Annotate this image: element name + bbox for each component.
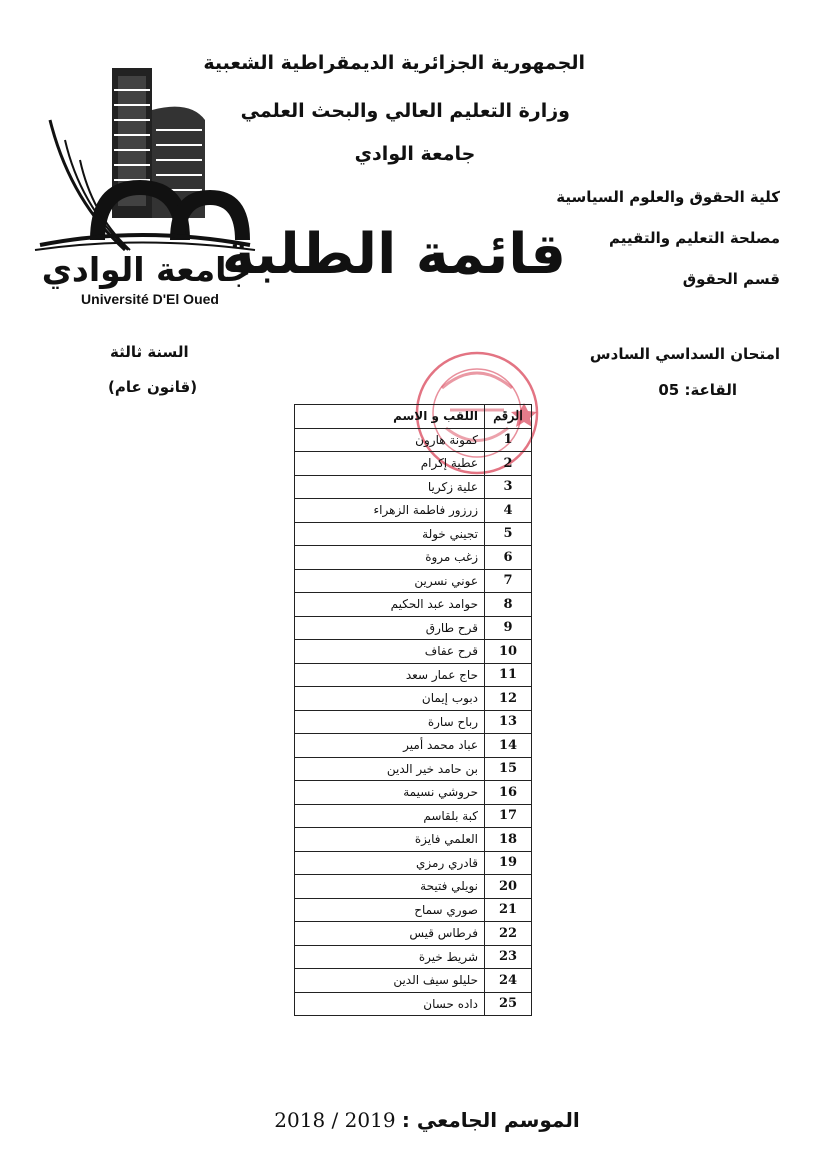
row-number: 24 xyxy=(485,969,532,993)
logo-french-text: Université D'El Oued xyxy=(81,291,219,307)
ministry-heading: وزارة التعليم العالي والبحث العلمي xyxy=(240,100,570,122)
table-row xyxy=(295,687,532,711)
student-name: قرح عفاف xyxy=(295,640,485,664)
row-number: 12 xyxy=(485,687,532,711)
row-number: 4 xyxy=(485,499,532,523)
table-row xyxy=(295,804,532,828)
student-name: حليلو سيف الدين xyxy=(295,969,485,993)
table-row xyxy=(295,922,532,946)
table-row xyxy=(295,546,532,570)
table-row xyxy=(295,499,532,523)
student-name: بن حامد خير الدين xyxy=(295,757,485,781)
row-number: 6 xyxy=(485,546,532,570)
student-name: قرح طارق xyxy=(295,616,485,640)
row-number: 20 xyxy=(485,875,532,899)
exam-label: امتحان السداسي السادس xyxy=(589,345,780,363)
student-name: نويلي فتيحة xyxy=(295,875,485,899)
student-name: رباح سارة xyxy=(295,710,485,734)
row-number: 17 xyxy=(485,804,532,828)
student-name: حروشي نسيمة xyxy=(295,781,485,805)
row-number: 3 xyxy=(485,475,532,499)
student-name: حوامد عبد الحكيم xyxy=(295,593,485,617)
row-number: 18 xyxy=(485,828,532,852)
student-name: العلمي فايزة xyxy=(295,828,485,852)
student-name: داده حسان xyxy=(295,992,485,1016)
year-label: السنة ثالثة xyxy=(110,343,189,361)
student-name: عوني نسرين xyxy=(295,569,485,593)
season-label: الموسم الجامعي : xyxy=(401,1108,580,1132)
table-row xyxy=(295,475,532,499)
row-number: 9 xyxy=(485,616,532,640)
room-label: القاعة: 05 xyxy=(658,381,737,399)
column-header-name: اللقب و الاسم xyxy=(295,405,485,429)
academic-season xyxy=(272,1108,582,1132)
row-number: 16 xyxy=(485,781,532,805)
student-name: قادري رمزي xyxy=(295,851,485,875)
student-name: صوري سماح xyxy=(295,898,485,922)
faculty-label: كلية الحقوق والعلوم السياسية xyxy=(556,188,780,206)
table-row xyxy=(295,640,532,664)
table-row xyxy=(295,898,532,922)
student-name: شريط خيرة xyxy=(295,945,485,969)
logo-arabic-text: جامعة الوادي xyxy=(41,250,252,289)
student-name: علية زكريا xyxy=(295,475,485,499)
table-row xyxy=(295,710,532,734)
page-title: قائمة الطلبة xyxy=(221,222,566,287)
season-value: 2019 / 2018 xyxy=(274,1108,396,1132)
table-row xyxy=(295,851,532,875)
table-row xyxy=(295,593,532,617)
university-heading: جامعة الوادي xyxy=(354,143,476,165)
student-name: زرزور فاطمة الزهراء xyxy=(295,499,485,523)
row-number: 11 xyxy=(485,663,532,687)
table-row xyxy=(295,663,532,687)
table-row xyxy=(295,428,532,452)
table-row xyxy=(295,616,532,640)
row-number: 25 xyxy=(485,992,532,1016)
row-number: 21 xyxy=(485,898,532,922)
table-row xyxy=(295,734,532,758)
row-number: 19 xyxy=(485,851,532,875)
table-row xyxy=(295,828,532,852)
row-number: 5 xyxy=(485,522,532,546)
student-name: كمونة هارون xyxy=(295,428,485,452)
row-number: 15 xyxy=(485,757,532,781)
row-number: 8 xyxy=(485,593,532,617)
column-header-number: الرقم xyxy=(485,405,532,429)
students-table xyxy=(294,404,532,1016)
student-name: دبوب إيمان xyxy=(295,687,485,711)
table-row xyxy=(295,875,532,899)
row-number: 23 xyxy=(485,945,532,969)
table-row xyxy=(295,992,532,1016)
row-number: 22 xyxy=(485,922,532,946)
service-label: مصلحة التعليم والتقييم xyxy=(609,229,780,247)
student-name: حاج عمار سعد xyxy=(295,663,485,687)
table-row xyxy=(295,945,532,969)
row-number: 13 xyxy=(485,710,532,734)
table-row xyxy=(295,452,532,476)
student-name: زغب مروة xyxy=(295,546,485,570)
student-name: تجيني خولة xyxy=(295,522,485,546)
row-number: 2 xyxy=(485,452,532,476)
row-number: 1 xyxy=(485,428,532,452)
table-row xyxy=(295,757,532,781)
student-name: كبة بلقاسم xyxy=(295,804,485,828)
student-name: فرطاس قيس xyxy=(295,922,485,946)
table-row xyxy=(295,781,532,805)
row-number: 14 xyxy=(485,734,532,758)
table-header-row xyxy=(295,405,532,429)
table-row xyxy=(295,522,532,546)
row-number: 10 xyxy=(485,640,532,664)
program-label: (قانون عام) xyxy=(108,378,198,396)
table-row xyxy=(295,569,532,593)
department-label: قسم الحقوق xyxy=(682,270,780,288)
table-row xyxy=(295,969,532,993)
republic-heading: الجمهورية الجزائرية الديمقراطية الشعبية xyxy=(203,52,585,74)
student-name: عباد محمد أمير xyxy=(295,734,485,758)
row-number: 7 xyxy=(485,569,532,593)
student-name: عطية إكرام xyxy=(295,452,485,476)
